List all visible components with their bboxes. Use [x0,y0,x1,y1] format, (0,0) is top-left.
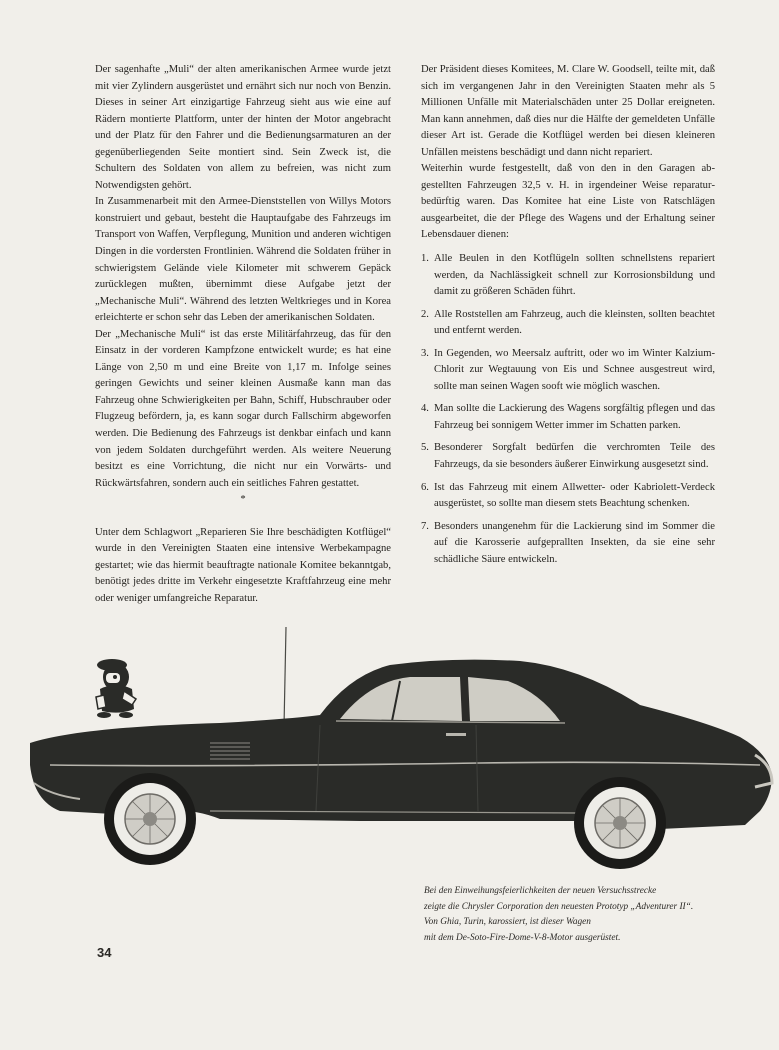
left-column [95,62,391,608]
caption-line: Bei den Einweihungsfeierlichkeiten der neuen Versuchsstrecke [424,886,657,896]
mascot-figure-icon [96,659,136,718]
list-item: 2. Alle Roststellen am Fahrzeug, auch die kleinsten, sollten beachtet und entfernt werden. [421,308,715,337]
list-item: 5. Besonderer Sorgfalt bedürfen die verchromten Teile des Fahrzeugs, da sie besonders äußerer Einwirkung ausgesetzt sind. [421,442,715,471]
list-item: 3. In Gegenden, wo Meersalz auftritt, oder wo im Winter Kalzium-Chlorit zur Wegtauung von Eis und Schnee ausgestreut wird, sollte man seinen Wagen sooft wie möglich waschen. [421,347,715,392]
list-item: 7. Besonders unangenehm für die Lackierung sind im Sommer die auf die Karosserie aufgeprallten Insekten, da sie eine sehr schädliche Säure entwickeln. [421,520,715,565]
paragraph: Weiterhin wurde festgestellt, daß von den in den Garagen abgestellten Fahrzeugen 32,5 v. H. in irgendeiner Weise reparaturbedürftig waren. Das Komitee hat eine Liste von Ratschlägen ausgearbeitet, die der Pflege des Wagens und der Erhaltung seiner Lebensdauer dienen: [421,163,715,241]
list-item: 6. Ist das Fahrzeug mit einem Allwetter- oder Kabriolett-Verdeck ausgerüstet, so sollte man diesem stets Beachtung schenken. [421,481,715,510]
car-illustration [20,615,779,875]
caption-line: mit dem De-Soto-Fire-Dome-V-8-Motor ausgerüstet. [424,932,621,943]
right-column [421,62,715,574]
rear-wheel [104,773,196,865]
caption-line: zeigte die Chrysler Corporation den neuesten Prototyp „Adventurer II“. [424,901,694,912]
paragraph: Unter dem Schlagwort „Reparieren Sie Ihre beschädigten Kotflügel“ wurde in den Vereinigten Staaten eine intensive Werbekampagne gestartet; wie das hiermit beauftragte nationale Komitee bekanntgab, benötigt jedes dritte im Verkehr eingesetzte Kraftfahrzeug eine mehr oder weniger umfangreiche Reparatur. [95,526,391,604]
advice-list [421,251,715,568]
caption-line: Von Ghia, Turin, karossiert, ist dieser Wagen [424,917,591,927]
list-item: 1. Alle Beulen in den Kotflügeln sollten schnellstens repariert werden, da Nachlässigkeit schnell zur Korrosionsbildung und damit zu größeren Schäden führt. [421,253,715,298]
image-caption [424,884,744,946]
page-number: 34 [97,945,112,960]
paragraph: In Zusammenarbeit mit den Armee-Dienststellen von Willys Motors konstruiert und gebaut, besteht die Hauptaufgabe des Fahrzeugs im Transport von Waffen, Verpflegung, Munition und anderen wichtigen Dingen in die vordersten Frontlinien. Während die Soldaten früher in schwierigstem Gelände viele Kilometer mit schwerem Gepäck zurücklegen mußten, übernimmt diese Aufgabe jetzt der „Mechanische Muli“. Während des letzten Weltkrieges und in Korea erleichterte er schon sehr das Leben der amerikanischen Soldaten. [95,196,391,324]
front-wheel [574,777,666,869]
section-separator: * [240,494,246,506]
paragraph: Der „Mechanische Muli“ ist das erste Militärfahrzeug, das für den Einsatz in der vorderen Kampfzone entwickelt wurde; es hat eine Länge von 2,50 m und eine Breite von 1,17 m. Infolge seines geringen Gewichts und seiner kleinen Ausmaße kann man das Fahrzeug ohne Schwierigkeiten per Bahn, Schiff, Hubschrauber oder Flugzeug befördern, ja, es kann sogar durch Fallschirm abgeworfen werden. Die Bedienung des Fahrzeugs ist denkbar einfach und kann von jedem Soldaten durchgeführt werden. Als weitere Neuerung besitzt es eine Vorrichtung, die nicht nur ein Vorwärts- und Rückwärtsfahren, sondern auch ein seitliches Fahren gestattet. [95,328,391,489]
paragraph: Der sagenhafte „Muli“ der alten amerikanischen Armee wurde jetzt mit vier Zylindern ausgerüstet und ernährt sich nur noch von Benzin. Dieses in seiner Art einzigartige Fahrzeug sieht aus wie eine auf Rädern montierte Plattform, unter der hinten der Motor angebracht und der Platz für den Fahrer und die Bedienungsarmaturen an der gegenüberliegenden Seite montiert sind. Sein Zweck ist, die Schultern des Soldaten von allem zu befreien, was nicht zum Notwendigsten gehört. [95,64,391,191]
list-item: 4. Man sollte die Lackierung des Wagens sorgfältig pflegen und das Fahrzeug bei sonnigem Wetter immer im Schatten parken. [421,403,715,431]
paragraph: Der Präsident dieses Komitees, M. Clare W. Goodsell, teilte mit, daß sich im vergangenen Jahr in den Vereinigten Staaten mehr als 5 Millionen Unfälle mit Materialschäden unter 25 Dollar ereigneten. Man kann annehmen, daß dies nur die Hälfte der gemeldeten Unfälle dieser Art ist. Gerade die Kotflügel werden bei diesen kleineren Unfällen meistens beschädigt und dann nicht repariert. [421,64,715,158]
